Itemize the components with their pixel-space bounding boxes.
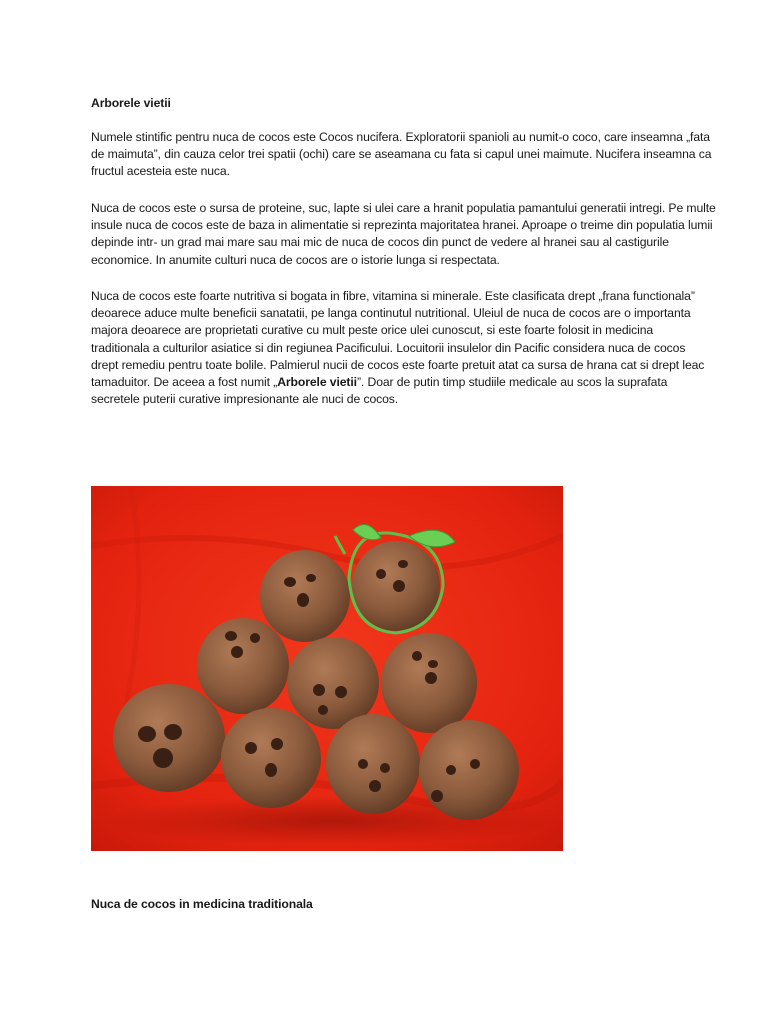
coconut [419,720,519,820]
paragraph-line: traditionala a culturilor asiatice si din regiunea Pacificului. Locuitorii insulelor din Pacific considera nuca de cocos [91,340,686,355]
coconut [260,550,350,642]
section-heading-arborele-vietii [91,95,691,112]
coconut [326,714,420,814]
paragraph-line: Numele stintific pentru nuca de cocos este Cocos nucifera. Exploratorii spanioli au numit-o coco, care inseamna „fata [91,130,710,144]
coconuts-photo [91,486,563,851]
heading-text: Nuca de cocos in medicina traditionala [91,897,313,911]
paragraph-line: drept remediu pentru toate bolile. Palmierul nucii de cocos este foarte pretuit atat ca sursa de hrana cat si drept leac [91,357,705,372]
paragraph-line-with-bold [91,374,691,391]
paragraph-line: Nuca de cocos este o sursa de proteine, suc, lapte si ulei care a hranit populatia pamantului generatii intregi. Pe multe [91,201,716,215]
section-heading-medicina-traditionala [91,896,691,913]
coconut [197,618,289,714]
paragraph-line: insule nuca de cocos este de baza in alimentatie si reprezinta majoritatea hranei. Aproape o treime din populatia lumii [91,218,713,233]
paragraph-line: depinde intr- un grad mai mare sau mai mic de nuca de cocos din punct de vedere al hranei sau al castigurile [91,235,669,250]
coconut [352,541,440,631]
paragraph-line: de maimuta”, din cauza celor trei spatii (ochi) care se aseamana cu fata si capul unei maimute. Nucifera inseamna ca [91,147,712,162]
line-suffix: ”. Doar de putin timp studiile medicale au scos la suprafata [356,375,668,390]
paragraph-3 [91,288,705,408]
coconut [221,708,321,808]
bold-term-arborele-vietii: Arborele vietii [277,375,357,390]
line-prefix: tamaduitor. De aceea a fost numit „ [91,375,278,390]
paragraph-line: majora deoarece are proprietati curative cu mult peste orice ulei cunoscut, si este foarte folosit in medicina [91,323,654,338]
paragraph-line: secretele puterii curative impresionante ale nuci de cocos. [91,392,399,407]
paragraph-2 [91,200,716,269]
coconut [381,633,477,733]
coconuts-illustration [91,486,563,851]
paragraph-line: Nuca de cocos este foarte nutritiva si bogata in fibre, vitamina si minerale. Este clasificata drept „frana functionala” [91,289,695,303]
coconut [113,684,225,792]
paragraph-line: economice. In anumite culturi nuca de cocos are o istorie lunga si respectata. [91,252,500,267]
paragraph-1 [91,129,712,181]
paragraph-line: fructul acesteia este nuca. [91,164,230,179]
heading-text: Arborele vietii [91,96,171,110]
paragraph-line: deoarece aduce multe beneficii sanatatii, pe langa continutul nutritional. Uleiul de nuca de cocos are o importanta [91,306,691,321]
